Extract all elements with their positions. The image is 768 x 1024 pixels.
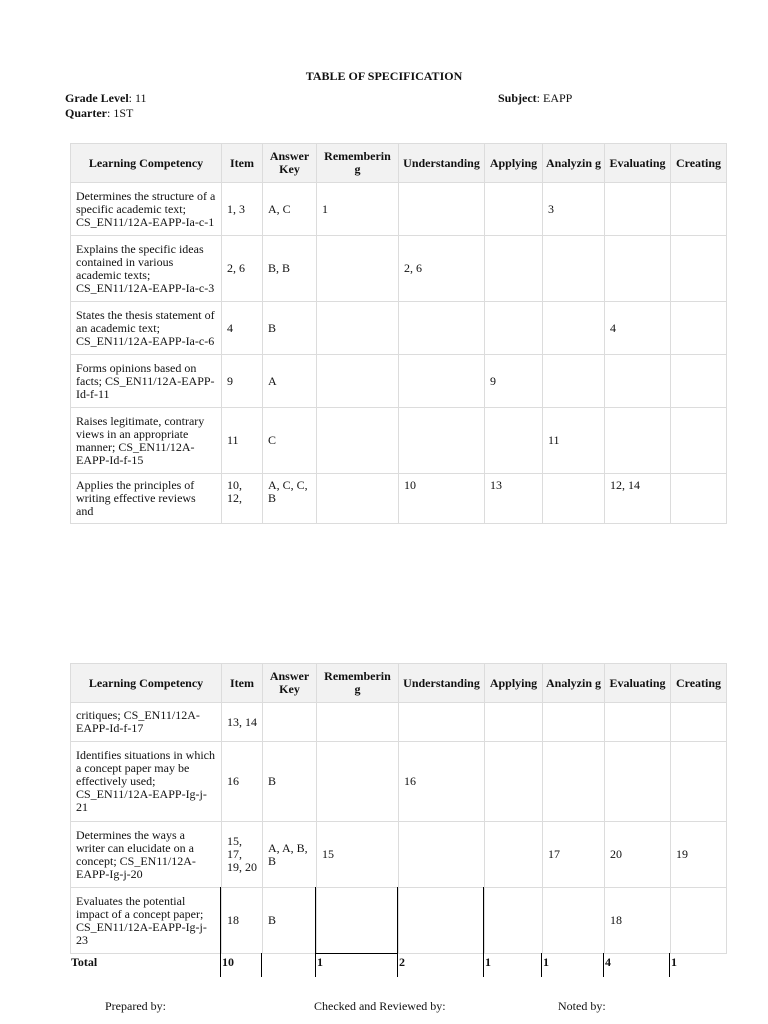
cell-learning-competency: Evaluates the potential impact of a concept paper; CS_EN11/12A-EAPP-Ig-j-23 (71, 888, 222, 954)
cell-answer-key: B (263, 742, 317, 822)
cell-analyzing: 11 (543, 408, 605, 474)
header-remembering: Rememberin g (317, 144, 399, 183)
table-row (71, 183, 727, 236)
header-applying: Applying (485, 664, 543, 703)
page-title: TABLE OF SPECIFICATION (305, 69, 463, 83)
cell-answer-key (263, 703, 317, 742)
cell-creating (671, 302, 727, 355)
cell-analyzing (543, 474, 605, 524)
total-item: 10 (222, 955, 234, 969)
cell-creating (671, 183, 727, 236)
cell-creating (671, 888, 727, 954)
cell-item: 2, 6 (222, 236, 263, 302)
cell-creating (671, 236, 727, 302)
border-line (483, 953, 484, 977)
cell-analyzing (543, 703, 605, 742)
cell-applying: 9 (485, 355, 543, 408)
table-row (71, 355, 727, 408)
cell-remembering (317, 408, 399, 474)
cell-evaluating (605, 408, 671, 474)
cell-item: 15, 17, 19, 20 (222, 822, 263, 888)
border-line (220, 953, 221, 977)
cell-analyzing (543, 742, 605, 822)
cell-learning-competency: States the thesis statement of an academic text; CS_EN11/12A-EAPP-Ia-c-6 (71, 302, 222, 355)
cell-answer-key: A, C, C, B (263, 474, 317, 524)
cell-remembering (317, 888, 399, 954)
cell-remembering (317, 236, 399, 302)
table-row (71, 742, 727, 822)
border-line (315, 887, 316, 953)
cell-applying (485, 822, 543, 888)
header-remembering: Rememberin g (317, 664, 399, 703)
table-row (71, 302, 727, 355)
header-evaluating: Evaluating (605, 664, 671, 703)
header-evaluating: Evaluating (605, 144, 671, 183)
cell-understanding (399, 302, 485, 355)
border-line (315, 953, 397, 954)
table-header-row (71, 664, 727, 703)
cell-remembering: 15 (317, 822, 399, 888)
grade-level-value: : 11 (128, 91, 147, 105)
cell-analyzing (543, 236, 605, 302)
cell-analyzing (543, 888, 605, 954)
cell-learning-competency: critiques; CS_EN11/12A-EAPP-Id-f-17 (71, 703, 222, 742)
table-row (71, 408, 727, 474)
subject-label: Subject (498, 91, 537, 105)
cell-remembering (317, 355, 399, 408)
header-analyzing: Analyzin g (543, 664, 605, 703)
cell-evaluating (605, 742, 671, 822)
cell-analyzing (543, 302, 605, 355)
header-answer-key: Answer Key (263, 664, 317, 703)
specification-table-page-2 (70, 663, 727, 954)
border-line (483, 887, 484, 953)
cell-item: 11 (222, 408, 263, 474)
cell-answer-key: B (263, 302, 317, 355)
cell-learning-competency: Explains the specific ideas contained in various academic texts; CS_EN11/12A-EAPP-Ia-c-3 (71, 236, 222, 302)
cell-applying: 13 (485, 474, 543, 524)
cell-learning-competency: Forms opinions based on facts; CS_EN11/12A-EAPP-Id-f-11 (71, 355, 222, 408)
cell-creating (671, 474, 727, 524)
header-creating: Creating (671, 144, 727, 183)
specification-table-page-1 (70, 143, 727, 524)
cell-evaluating (605, 355, 671, 408)
cell-applying (485, 302, 543, 355)
cell-remembering: 1 (317, 183, 399, 236)
cell-evaluating: 4 (605, 302, 671, 355)
total-analyzing: 1 (543, 955, 549, 969)
cell-item: 4 (222, 302, 263, 355)
grade-level-label: Grade Level (65, 91, 129, 105)
border-line (669, 953, 670, 977)
checked-by: Checked and Reviewed by: (314, 999, 446, 1013)
table-row (71, 888, 727, 954)
header-item: Item (222, 144, 263, 183)
cell-item: 18 (222, 888, 263, 954)
cell-analyzing: 17 (543, 822, 605, 888)
cell-understanding: 2, 6 (399, 236, 485, 302)
cell-learning-competency: Determines the ways a writer can elucidate on a concept; CS_EN11/12A-EAPP-Ig-j-20 (71, 822, 222, 888)
cell-remembering (317, 302, 399, 355)
total-understanding: 2 (399, 955, 405, 969)
total-applying: 1 (485, 955, 491, 969)
table-header-row (71, 144, 727, 183)
table-row (71, 703, 727, 742)
cell-understanding (399, 888, 485, 954)
border-line (397, 953, 398, 977)
header-understanding: Understanding (399, 144, 485, 183)
cell-creating (671, 703, 727, 742)
border-line (315, 953, 316, 977)
header-learning-competency: Learning Competency (71, 144, 222, 183)
quarter (65, 106, 133, 121)
border-line (261, 953, 262, 977)
header-answer-key: Answer Key (263, 144, 317, 183)
cell-answer-key: B (263, 888, 317, 954)
total-evaluating: 4 (605, 955, 611, 969)
table-row (71, 822, 727, 888)
noted-by: Noted by: (558, 999, 606, 1013)
border-line (603, 953, 604, 977)
grade-level (65, 91, 147, 106)
total-label: Total (71, 955, 98, 969)
header-creating: Creating (671, 664, 727, 703)
cell-understanding: 10 (399, 474, 485, 524)
quarter-value: : 1ST (106, 106, 134, 120)
cell-understanding (399, 355, 485, 408)
border-line (220, 887, 221, 953)
cell-item: 1, 3 (222, 183, 263, 236)
cell-item: 13, 14 (222, 703, 263, 742)
total-remembering: 1 (317, 955, 323, 969)
cell-creating (671, 408, 727, 474)
cell-understanding (399, 703, 485, 742)
cell-understanding (399, 183, 485, 236)
cell-creating: 19 (671, 822, 727, 888)
cell-answer-key: A, A, B, B (263, 822, 317, 888)
cell-understanding (399, 408, 485, 474)
cell-applying (485, 703, 543, 742)
cell-evaluating: 18 (605, 888, 671, 954)
cell-item: 10, 12, (222, 474, 263, 524)
border-line (397, 887, 398, 953)
cell-answer-key: A (263, 355, 317, 408)
table-row (71, 236, 727, 302)
cell-learning-competency: Identifies situations in which a concept paper may be effectively used; CS_EN11/12A-EAPP-Ig-j-21 (71, 742, 222, 822)
cell-analyzing: 3 (543, 183, 605, 236)
table-row (71, 474, 727, 524)
header-analyzing: Analyzin g (543, 144, 605, 183)
cell-evaluating (605, 183, 671, 236)
cell-applying (485, 183, 543, 236)
cell-applying (485, 408, 543, 474)
cell-learning-competency: Raises legitimate, contrary views in an appropriate manner; CS_EN11/12A-EAPP-Id-f-15 (71, 408, 222, 474)
cell-remembering (317, 703, 399, 742)
prepared-by: Prepared by: (105, 999, 166, 1013)
cell-creating (671, 742, 727, 822)
subject (498, 91, 572, 106)
cell-evaluating (605, 703, 671, 742)
cell-answer-key: C (263, 408, 317, 474)
cell-applying (485, 236, 543, 302)
cell-evaluating: 20 (605, 822, 671, 888)
cell-applying (485, 888, 543, 954)
cell-understanding (399, 822, 485, 888)
cell-analyzing (543, 355, 605, 408)
quarter-label: Quarter (65, 106, 107, 120)
cell-understanding: 16 (399, 742, 485, 822)
cell-item: 16 (222, 742, 263, 822)
cell-item: 9 (222, 355, 263, 408)
total-creating: 1 (671, 955, 677, 969)
header-learning-competency: Learning Competency (71, 664, 222, 703)
total-row (70, 953, 726, 977)
cell-evaluating: 12, 14 (605, 474, 671, 524)
cell-creating (671, 355, 727, 408)
cell-remembering (317, 742, 399, 822)
cell-applying (485, 742, 543, 822)
border-line (541, 953, 542, 977)
header-understanding: Understanding (399, 664, 485, 703)
cell-answer-key: B, B (263, 236, 317, 302)
subject-value: : EAPP (536, 91, 573, 105)
cell-learning-competency: Determines the structure of a specific academic text; CS_EN11/12A-EAPP-Ia-c-1 (71, 183, 222, 236)
header-applying: Applying (485, 144, 543, 183)
header-item: Item (222, 664, 263, 703)
cell-evaluating (605, 236, 671, 302)
cell-learning-competency: Applies the principles of writing effective reviews and (71, 474, 222, 524)
cell-answer-key: A, C (263, 183, 317, 236)
cell-remembering (317, 474, 399, 524)
